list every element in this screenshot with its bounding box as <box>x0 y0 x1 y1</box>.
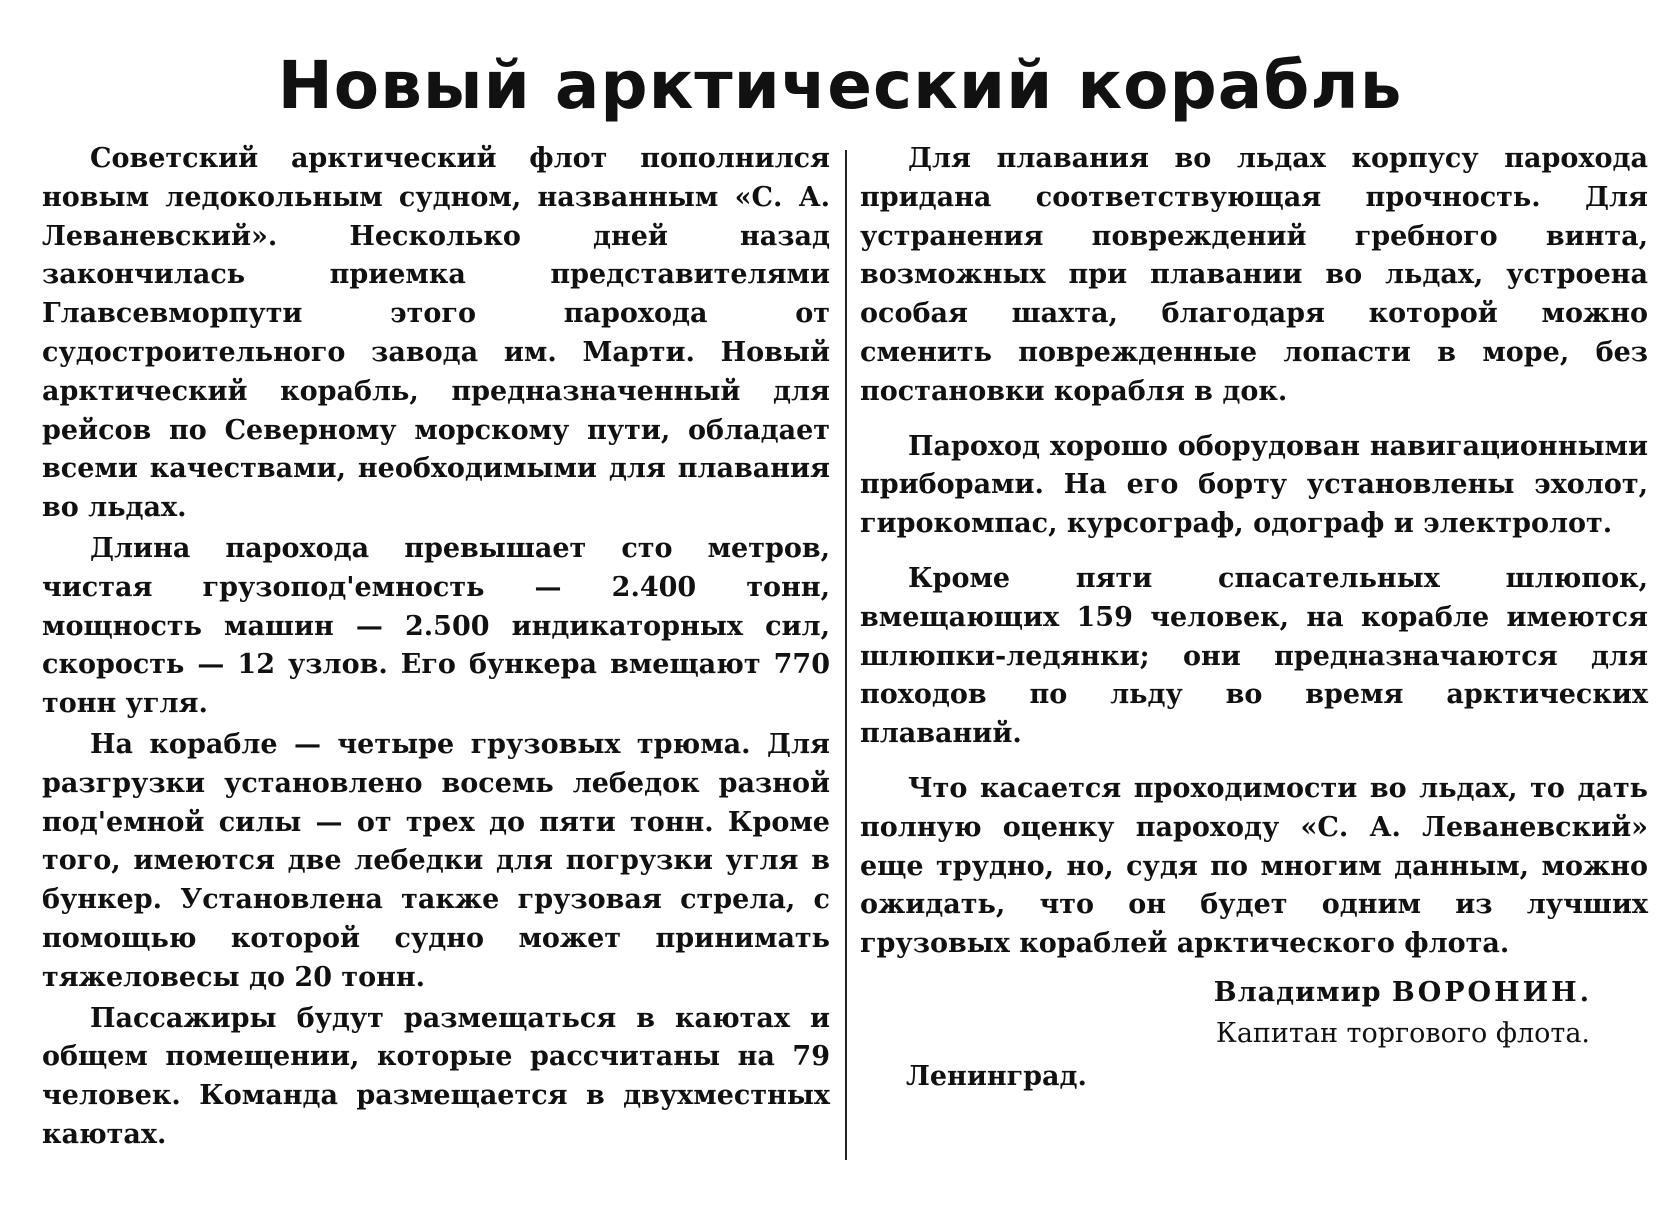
column-divider <box>845 150 847 1160</box>
article-headline: Новый арктический корабль <box>277 47 1403 124</box>
paragraph-lifeboats: Кроме пяти спасательных шлюпок, вмещающих 159 человек, на корабле имеются шлюпки-ледянки; они предназначаются для походов по льду во время арктических плаваний. <box>860 562 1648 750</box>
paragraph-intro: Советский арктический флот пополнился новым ледокольным судном, названным «С. А. Леваневский». Несколько дней назад закончилась приемка представителями Главсевморпути этого парохода от судостроительного завода им. Марти. Новый арктический корабль, предназначенный для рейсов по Северному морскому пути, обладает всеми качествами, необходимыми для плавания во льдах. <box>42 143 830 524</box>
left-column <box>42 140 830 1155</box>
dateline-place: Ленинград. <box>906 1060 1087 1092</box>
paragraph-ice-performance: Что касается проходимости во льдах, то дать полную оценку пароходу «С. А. Леваневский» еще трудно, но, судя по многим данным, можно ожидать, что он будет одним из лучших грузовых кораблей арктического флота. <box>860 772 1648 960</box>
author-first-name: Владимир <box>1213 976 1382 1008</box>
paragraph-navigation: Пароход хорошо оборудован навигационными приборами. На его борту установлены эхолот, гирокомпас, курсограф, одограф и электролот. <box>860 430 1648 540</box>
right-column <box>860 140 1648 1096</box>
paragraph-hull: Для плавания во льдах корпусу парохода придана соответствующая прочность. Для устранения повреждений гребного винта, возможных при плавании во льдах, устроена особая шахта, благодаря которой можно сменить поврежденные лопасти в море, без постановки корабля в док. <box>860 143 1648 407</box>
paragraph-specs: Длина парохода превышает сто метров, чистая грузопод'емность — 2.400 тонн, мощность машин — 2.500 индикаторных сил, скорость — 12 узлов. Его бункера вмещают 770 тонн угля. <box>42 532 830 720</box>
author-surname: ВОРОНИН. <box>1391 976 1592 1008</box>
author-title: Капитан торгового флота. <box>1215 1017 1590 1049</box>
paragraph-passengers: Пассажиры будут размещаться в каютах и общем помещении, которые рассчитаны на 79 человек. Команда размещается в двухместных каютах. <box>42 1002 830 1150</box>
author-signature <box>860 974 1592 1013</box>
paragraph-holds: На корабле — четыре грузовых трюма. Для разгрузки установлено восемь лебедок разной под'емной силы — от трех до пяти тонн. Кроме того, имеются две лебедки для погрузки угля в бункер. Установлена также грузовая стрела, с помощью которой судно может принимать тяжеловесы до 20 тонн. <box>42 728 830 993</box>
